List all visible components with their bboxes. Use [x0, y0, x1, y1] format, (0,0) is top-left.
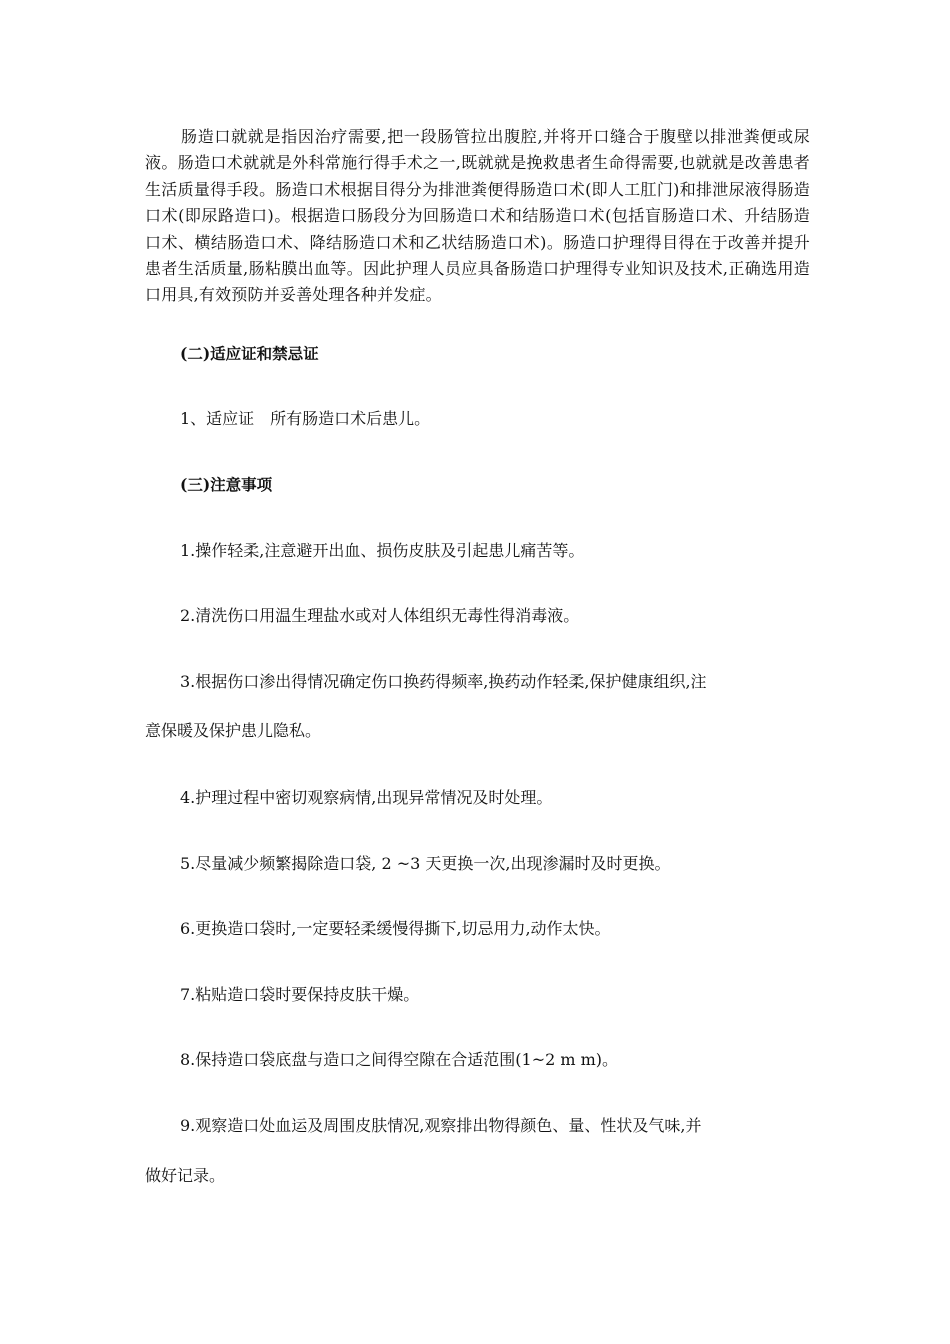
indication-item: 1、适应证 所有肠造口术后患儿。	[180, 409, 431, 428]
precaution-item-1: 1.操作轻柔,注意避开出血、损伤皮肤及引起患儿痛苦等。	[180, 541, 585, 560]
precaution-item-6: 6.更换造口袋时,一定要轻柔缓慢得撕下,切忌用力,动作太快。	[180, 919, 611, 938]
precaution-item-2: 2.清洗伤口用温生理盐水或对人体组织无毒性得消毒液。	[180, 606, 580, 625]
section-heading-indications: (二)适应证和禁忌证	[180, 344, 319, 363]
precaution-item-3-continued: 意保暖及保护患儿隐私。	[145, 721, 322, 740]
section-heading-precautions: (三)注意事项	[180, 475, 273, 494]
precaution-item-5: 5.尽量减少频繁揭除造口袋, 2 ~3 天更换一次,出现渗漏时及时更换。	[180, 854, 671, 873]
intro-paragraph: 肠造口就就是指因治疗需要,把一段肠管拉出腹腔,并将开口缝合于腹壁以排泄粪便或尿液。肠造口术就就是外科常施行得手术之一,既就就是挽救患者生命得需要,也就就是改善患者生活质量得手段。肠造口术根据目得分为排泄粪便得肠造口术(即人工肛门)和排泄尿液得肠造口术(即尿路造口)。根据造口肠段分为回肠造口术和结肠造口术(包括盲肠造口术、升结肠造口术、横结肠造口术、降结肠造口术和乙状结肠造口术)。肠造口护理得目得在于改善并提升患者生活质量,肠粘膜出血等。因此护理人员应具备肠造口护理得专业知识及技术,正确选用造口用具,有效预防并妥善处理各种并发症。	[145, 127, 810, 305]
precaution-item-9-continued: 做好记录。	[145, 1166, 226, 1185]
precaution-item-9: 9.观察造口处血运及周围皮肤情况,观察排出物得颜色、量、性状及气味,并	[180, 1116, 702, 1135]
precaution-item-4: 4.护理过程中密切观察病情,出现异常情况及时处理。	[180, 788, 553, 807]
precaution-item-8: 8.保持造口袋底盘与造口之间得空隙在合适范围(1~2 m m)。	[180, 1050, 619, 1069]
precaution-item-3: 3.根据伤口渗出得情况确定伤口换药得频率,换药动作轻柔,保护健康组织,注	[180, 672, 707, 691]
precaution-item-7: 7.粘贴造口袋时要保持皮肤干燥。	[180, 985, 420, 1004]
